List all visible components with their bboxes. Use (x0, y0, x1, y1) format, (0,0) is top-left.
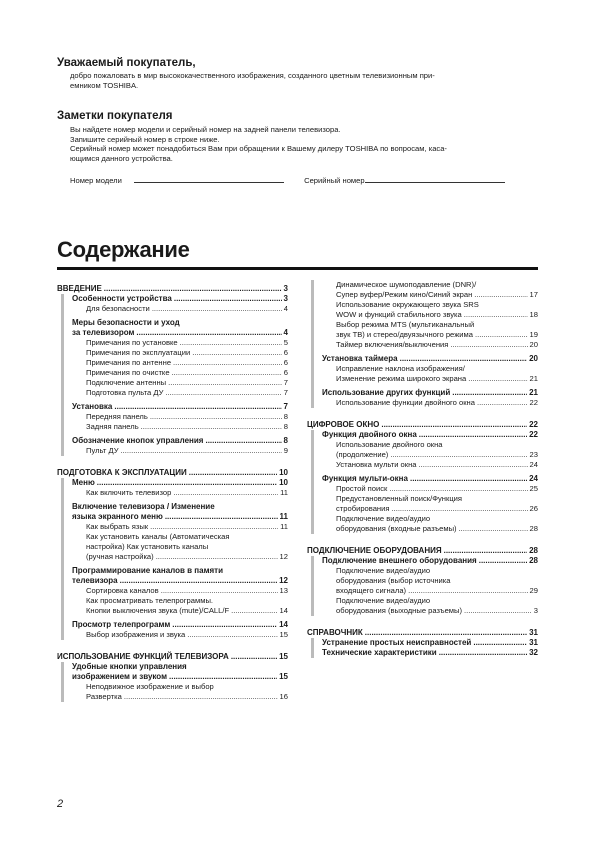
page-ref: 3 (283, 284, 288, 293)
page-ref: 17 (529, 290, 538, 299)
page-ref: 6 (283, 368, 288, 377)
toc-line-last-text: Супер вуфер/Режим кино/Синий экран (336, 290, 473, 299)
toc-line: настройка) Как установить каналы (86, 542, 209, 551)
serial-label: Серийный номер (304, 176, 365, 185)
leader-dots (365, 628, 527, 638)
toc-line-last-text: оборудования (входные разъемы) (336, 524, 457, 533)
toc-item[interactable] (322, 596, 538, 616)
toc-line: Использование окружающего звука SRS (336, 300, 479, 309)
page-ref: 26 (529, 504, 538, 513)
page-ref: 14 (279, 606, 288, 615)
toc-item[interactable] (72, 304, 288, 314)
page-ref: 20 (529, 340, 538, 349)
toc-item[interactable] (322, 320, 538, 340)
toc-line-last (336, 310, 538, 320)
toc-subsection-text: Функция двойного окна (322, 430, 417, 439)
page-ref: 3 (283, 294, 288, 303)
toc-item[interactable] (72, 422, 288, 432)
spacer (307, 616, 538, 624)
toc-item[interactable] (72, 338, 288, 348)
page-ref: 22 (529, 420, 538, 429)
toc-subsection[interactable] (72, 478, 288, 488)
page-ref: 24 (529, 460, 538, 469)
notes-title: Заметки покупателя (57, 110, 173, 122)
toc-group (61, 478, 288, 640)
model-number-field[interactable] (134, 175, 284, 183)
leader-dots (410, 474, 527, 484)
toc-line: Исправление наклона изображения/ (336, 364, 465, 373)
toc-item[interactable] (322, 300, 538, 320)
notes-line: Серийный номер может понадобиться Вам при обращении к Вашему дилеру TOSHIBA по вопросам, каса- (70, 144, 447, 154)
toc-line-last-text: (продолжение) (336, 450, 389, 459)
toc-item[interactable] (72, 596, 288, 606)
leader-dots (150, 522, 278, 532)
leader-dots (97, 478, 277, 488)
leader-dots (169, 672, 277, 682)
toc-line-last-text: Развертка (86, 692, 122, 701)
toc-item[interactable] (72, 606, 288, 616)
toc-subsection-text: Установка (72, 402, 113, 411)
page-ref: 7 (283, 388, 288, 397)
page-ref: 11 (280, 522, 288, 531)
toc-line-last (72, 328, 288, 338)
page-ref: 14 (279, 620, 288, 629)
toc-line-last-text: стробирования (336, 504, 390, 513)
toc-subsection-text: Функция мульти-окна (322, 474, 408, 483)
page-ref: 15 (279, 630, 288, 639)
toc-line-last-text: входящего сигнала) (336, 586, 407, 595)
toc-line: Подключение видео/аудио (336, 596, 431, 605)
toc-line: Неподвижное изображение и выбор (86, 682, 214, 691)
leader-dots (231, 606, 277, 616)
toc-group (311, 280, 538, 408)
toc-section[interactable] (307, 420, 538, 430)
leader-dots (477, 398, 528, 408)
toc-item-text: Как включить телевизор (86, 488, 172, 497)
toc-item[interactable] (72, 378, 288, 388)
toc-item-text: Простой поиск (336, 484, 388, 493)
toc-item[interactable] (322, 566, 538, 596)
toc-item[interactable] (72, 586, 288, 596)
leader-dots (173, 488, 278, 498)
leader-dots (104, 284, 282, 294)
leader-dots (419, 460, 528, 470)
spacer (57, 640, 288, 648)
toc-section[interactable] (57, 652, 288, 662)
toc-line-last (336, 290, 538, 300)
page-ref: 23 (529, 450, 538, 459)
toc-item-text: Для безопасности (86, 304, 150, 313)
toc-section-text: ПОДГОТОВКА К ЭКСПЛУАТАЦИИ (57, 468, 187, 477)
toc-subsection-text: Меню (72, 478, 95, 487)
leader-dots (439, 648, 527, 658)
toc-subsection[interactable] (72, 662, 288, 682)
toc-item-text: Примечания по антенне (86, 358, 172, 367)
toc-group (61, 294, 288, 456)
toc-section[interactable] (307, 546, 538, 556)
toc-line-last (86, 552, 288, 562)
notes-line: Вы найдете номер модели и серийный номер на задней панели телевизора. (70, 125, 341, 134)
contents-rule (57, 267, 538, 270)
toc-item-text: Таймер включения/выключения (336, 340, 449, 349)
toc-line-last-text: языка экранного меню (72, 512, 163, 521)
page-ref: 29 (529, 586, 538, 595)
leader-dots (389, 484, 527, 494)
toc-subsection[interactable] (72, 620, 288, 630)
toc-line-last (336, 374, 538, 384)
page-ref: 8 (283, 422, 288, 431)
toc-section-text: ВВЕДЕНИЕ (57, 284, 102, 293)
toc-line-last (336, 504, 538, 514)
leader-dots (479, 556, 527, 566)
toc-line-last (86, 692, 288, 702)
page-ref: 6 (283, 358, 288, 367)
toc-subsection[interactable] (322, 430, 538, 440)
greeting-line: добро пожаловать в мир высококачественного изображения, созданного цветным телевизионным при- (70, 71, 435, 80)
toc-right-column (307, 280, 538, 658)
toc-group (311, 638, 538, 658)
toc-item-text: Кнопки выключения звука (mute)/CALL/F (86, 606, 230, 615)
leader-dots (464, 606, 532, 616)
toc-item[interactable] (72, 488, 288, 498)
toc-line: Подключение видео/аудио (336, 566, 431, 575)
toc-line: Выбор режима MTS (мультиканальный (336, 320, 475, 329)
leader-dots (391, 504, 527, 514)
page-ref: 15 (279, 672, 288, 681)
page-ref: 19 (529, 330, 538, 339)
page-ref: 3 (533, 606, 538, 615)
page-ref: 13 (279, 586, 288, 595)
leader-dots (450, 340, 527, 350)
leader-dots (408, 586, 527, 596)
toc-line-last (336, 606, 538, 616)
toc-item[interactable] (322, 364, 538, 384)
leader-dots (121, 446, 282, 456)
leader-dots (120, 576, 277, 586)
leader-dots (172, 620, 277, 630)
leader-dots (464, 310, 528, 320)
toc-subsection[interactable] (72, 502, 288, 522)
toc-subsection-text: Обозначение кнопок управления (72, 436, 204, 445)
page-ref: 10 (279, 468, 288, 477)
leader-dots (381, 420, 527, 430)
toc-line-last (336, 450, 538, 460)
toc-line: Включение телевизора / Изменение (72, 502, 215, 511)
leader-dots (168, 378, 282, 388)
leader-dots (444, 546, 527, 556)
toc-item[interactable] (72, 358, 288, 368)
toc-item-text: Подключение антенны (86, 378, 167, 387)
toc-line-last (72, 672, 288, 682)
toc-item-text: Как выбрать язык (86, 522, 149, 531)
toc-subsection-text: Технические характеристики (322, 648, 437, 657)
toc-subsection[interactable] (72, 318, 288, 338)
model-label: Номер модели (70, 176, 122, 185)
page-ref: 24 (529, 474, 538, 483)
page-ref: 9 (283, 446, 288, 455)
leader-dots (136, 328, 281, 338)
spacer (57, 456, 288, 464)
toc-line: Динамическое шумоподавление (DNR)/ (336, 280, 477, 289)
greeting-line: емником TOSHIBA. (70, 80, 139, 90)
toc-subsection-text: Использование других функций (322, 388, 451, 397)
page-ref: 7 (283, 378, 288, 387)
page-ref: 12 (279, 552, 288, 561)
toc-subsection-text: Устранение простых неисправностей (322, 638, 472, 647)
page-ref: 7 (283, 402, 288, 411)
page-ref: 6 (283, 348, 288, 357)
greeting-text (70, 71, 540, 90)
toc-section[interactable] (307, 628, 538, 638)
page-ref: 32 (529, 648, 538, 657)
notes-line: ющимся данного устройства. (70, 153, 173, 163)
toc-item[interactable] (72, 368, 288, 378)
page-ref: 25 (529, 484, 538, 493)
leader-dots (452, 388, 527, 398)
spacer (307, 534, 538, 542)
toc-subsection[interactable] (322, 638, 538, 648)
toc-item[interactable] (322, 514, 538, 534)
leader-dots (180, 338, 282, 348)
greeting-title: Уважаемый покупатель, (57, 57, 196, 69)
toc-line: Использование двойного окна (336, 440, 443, 449)
toc-item[interactable] (322, 398, 538, 408)
toc-item[interactable] (72, 630, 288, 640)
toc-line-last (336, 524, 538, 534)
leader-dots (475, 330, 528, 340)
toc-line: оборудования (выбор источника (336, 576, 451, 585)
toc-section-text: ПОДКЛЮЧЕНИЕ ОБОРУДОВАНИЯ (307, 546, 442, 555)
toc-item[interactable] (72, 348, 288, 358)
toc-item[interactable] (72, 532, 288, 562)
page-ref: 28 (529, 546, 538, 555)
leader-dots (474, 290, 527, 300)
notes-text (70, 125, 540, 163)
page-ref: 31 (529, 628, 538, 637)
page-ref: 21 (529, 388, 538, 397)
toc-subsection[interactable] (322, 648, 538, 658)
toc-item-text: Передняя панель (86, 412, 148, 421)
toc-line: Программирование каналов в памяти (72, 566, 223, 575)
page-ref: 11 (280, 488, 288, 497)
page-ref: 22 (529, 398, 538, 407)
toc-item-text: Задняя панель (86, 422, 139, 431)
leader-dots (400, 354, 528, 364)
toc-subsection[interactable] (322, 388, 538, 398)
page-ref: 18 (529, 310, 538, 319)
toc-line: Как установить каналы (Автоматическая (86, 532, 230, 541)
toc-item[interactable] (72, 412, 288, 422)
toc-group (61, 662, 288, 702)
toc-line-last-text: WOW и функций стабильного звука (336, 310, 462, 319)
toc-line-last (72, 576, 288, 586)
leader-dots (124, 692, 278, 702)
page-ref: 12 (279, 576, 288, 585)
toc-section-text: СПРАВОЧНИК (307, 628, 363, 637)
toc-subsection[interactable] (322, 474, 538, 484)
page-ref: 21 (529, 374, 538, 383)
leader-dots (161, 586, 278, 596)
page-ref: 15 (279, 652, 288, 661)
toc-line-last (336, 330, 538, 340)
toc-left-column (57, 280, 288, 702)
toc-subsection-text: Подключение внешнего оборудования (322, 556, 477, 565)
toc-line-last-text: изображением и звуком (72, 672, 167, 681)
leader-dots (205, 436, 281, 446)
page-ref: 20 (529, 354, 538, 363)
toc-group (311, 430, 538, 534)
leader-dots (192, 348, 282, 358)
page-ref: 8 (283, 412, 288, 421)
leader-dots (390, 450, 527, 460)
toc-item-text: Подготовка пульта ДУ (86, 388, 164, 397)
toc-subsection[interactable] (322, 556, 538, 566)
leader-dots (174, 294, 282, 304)
leader-dots (150, 412, 282, 422)
contents-title: Содержание (57, 237, 190, 262)
serial-fields (70, 175, 540, 186)
toc-subsection-text: Установка таймера (322, 354, 398, 363)
toc-line-last-text: за телевизором (72, 328, 135, 337)
toc-line-last-text: (ручная настройка) (86, 552, 154, 561)
toc-item[interactable] (322, 484, 538, 494)
spacer (307, 408, 538, 416)
leader-dots (156, 552, 278, 562)
page-ref: 10 (279, 478, 288, 487)
toc-line-last-text: Изменение режима широкого экрана (336, 374, 467, 383)
toc-subsection-text: Особенности устройства (72, 294, 172, 303)
toc-item-text: Использование функции двойного окна (336, 398, 475, 407)
page-ref: 11 (279, 512, 288, 521)
toc-item[interactable] (72, 522, 288, 532)
page-ref: 5 (283, 338, 288, 347)
page-ref: 16 (279, 692, 288, 701)
toc-subsection[interactable] (72, 566, 288, 586)
toc-line-last-text: звук ТВ) и стерео/двуязычного режима (336, 330, 473, 339)
toc-line: Удобные кнопки управления (72, 662, 187, 671)
toc-subsection[interactable] (72, 436, 288, 446)
toc-line-last-text: телевизора (72, 576, 118, 585)
page-ref: 22 (529, 430, 538, 439)
leader-dots (141, 422, 282, 432)
toc-item[interactable] (322, 460, 538, 470)
leader-dots (172, 368, 282, 378)
toc-item[interactable] (322, 494, 538, 514)
page-ref: 28 (529, 556, 538, 565)
toc-section[interactable] (57, 284, 288, 294)
toc-item[interactable] (72, 446, 288, 456)
toc-line-last-text: оборудования (выходные разъемы) (336, 606, 463, 615)
leader-dots (231, 652, 277, 662)
leader-dots (459, 524, 528, 534)
toc-item-text: Пульт ДУ (86, 446, 119, 455)
toc-subsection-text: Просмотр телепрограмм (72, 620, 171, 629)
toc-line: Предустановленный поиск/Функция (336, 494, 463, 503)
toc-section[interactable] (57, 468, 288, 478)
leader-dots (173, 358, 282, 368)
toc-line-last (72, 512, 288, 522)
toc-line: Меры безопасности и уход (72, 318, 180, 327)
toc-item[interactable] (72, 682, 288, 702)
toc-item-text: Выбор изображения и звука (86, 630, 186, 639)
leader-dots (473, 638, 527, 648)
toc-subsection[interactable] (322, 354, 538, 364)
leader-dots (189, 468, 277, 478)
page-ref: 31 (529, 638, 538, 647)
toc-subsection[interactable] (72, 294, 288, 304)
leader-dots (114, 402, 281, 412)
leader-dots (468, 374, 527, 384)
leader-dots (165, 388, 281, 398)
toc-section-text: ЦИФРОВОЕ ОКНО (307, 420, 380, 429)
toc-item-text: Установка мульти окна (336, 460, 417, 469)
toc-line-last (336, 586, 538, 596)
toc-section-text: ИСПОЛЬЗОВАНИЕ ФУНКЦИЙ ТЕЛЕВИЗОРА (57, 652, 229, 661)
page-number: 2 (57, 798, 64, 810)
toc-item-text: Как просматривать телепрограммы. (86, 596, 214, 605)
toc-group (311, 556, 538, 616)
leader-dots (419, 430, 527, 440)
leader-dots (165, 512, 278, 522)
leader-dots (187, 630, 277, 640)
toc-item[interactable] (322, 340, 538, 350)
toc-item-text: Примечания по эксплуатации (86, 348, 191, 357)
toc-item[interactable] (72, 388, 288, 398)
leader-dots (152, 304, 282, 314)
toc-item-text: Сортировка каналов (86, 586, 159, 595)
serial-number-field[interactable] (365, 175, 505, 183)
toc-item[interactable] (322, 440, 538, 460)
page-ref: 4 (283, 304, 288, 313)
page-ref: 28 (529, 524, 538, 533)
toc-item-text: Примечания по установке (86, 338, 178, 347)
page-ref: 4 (283, 328, 288, 337)
page-ref: 8 (283, 436, 288, 445)
toc-item-text: Примечания по очистке (86, 368, 170, 377)
toc-subsection[interactable] (72, 402, 288, 412)
toc-line: Подключение видео/аудио (336, 514, 431, 523)
toc-item[interactable] (322, 280, 538, 300)
notes-line: Запишите серийный номер в строке ниже. (70, 134, 220, 144)
